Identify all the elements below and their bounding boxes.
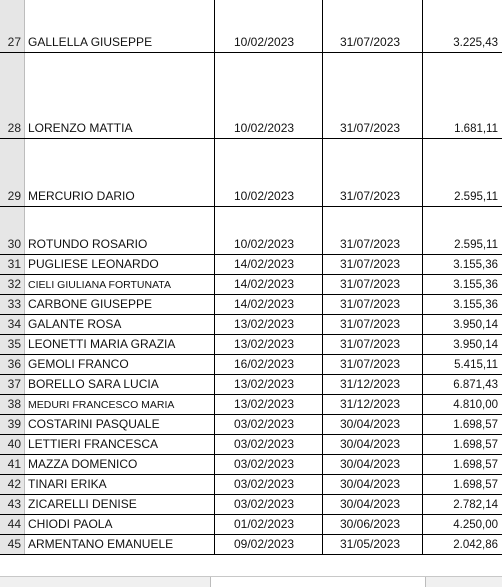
row-header[interactable] (0, 495, 25, 514)
cell-name-value: GALANTE ROSA (28, 317, 122, 331)
cell-end-date[interactable] (322, 515, 423, 534)
cell-start-date[interactable] (214, 455, 323, 474)
cell-name[interactable] (25, 495, 215, 514)
cell-end-date[interactable] (322, 355, 423, 374)
cell-end-date-value: 31/07/2023 (340, 317, 401, 331)
cell-name-value: TINARI ERIKA (28, 477, 107, 491)
cell-amount-value: 2.595,11 (454, 239, 498, 251)
row-number: 43 (7, 497, 21, 511)
cell-amount-value: 1.698,57 (453, 439, 498, 451)
cell-name-value: ROTUNDO ROSARIO (28, 237, 148, 251)
cell-start-date-value: 09/02/2023 (234, 537, 295, 551)
table-row[interactable] (0, 415, 502, 435)
row-header[interactable] (0, 255, 25, 274)
table-row[interactable] (0, 355, 502, 375)
cell-name[interactable] (25, 395, 215, 414)
cell-end-date-value: 30/06/2023 (340, 517, 401, 531)
cell-start-date-value: 13/02/2023 (234, 377, 295, 391)
cell-name-value: CARBONE GIUSEPPE (28, 297, 153, 311)
cell-amount-value: 5.415,11 (454, 359, 498, 371)
cell-start-date-value: 14/02/2023 (234, 297, 295, 311)
cell-name-value: COSTARINI PASQUALE (28, 417, 160, 431)
cell-amount-value: 1.681,11 (454, 123, 498, 135)
cell-start-date[interactable] (214, 0, 323, 33)
cell-amount[interactable] (422, 535, 502, 554)
cell-name-value: MEDURI FRANCESCO MARIA (28, 399, 175, 411)
cell-amount-value: 3.950,14 (453, 339, 498, 351)
table-row[interactable] (0, 455, 502, 475)
cell-name-value: GEMOLI FRANCO (28, 357, 129, 371)
row-header[interactable] (0, 535, 25, 554)
cell-end-date[interactable] (322, 435, 423, 454)
cell-start-date[interactable] (214, 335, 323, 354)
cell-name[interactable] (25, 33, 215, 52)
cell-start-date-value: 03/02/2023 (234, 417, 295, 431)
cell-end-date-value: 30/04/2023 (340, 417, 401, 431)
table-row[interactable] (0, 395, 502, 415)
cell-end-date-value: 31/12/2023 (340, 377, 401, 391)
cell-start-date[interactable] (214, 495, 323, 514)
cell-start-date[interactable] (214, 295, 323, 314)
cell-name-value: MERCURIO DARIO (28, 189, 135, 203)
row-number: 27 (7, 35, 21, 49)
cell-name-value: GALLELLA GIUSEPPE (28, 35, 153, 49)
cell-start-date-value: 03/02/2023 (234, 477, 295, 491)
cell-end-date-value: 30/04/2023 (340, 437, 401, 451)
cell-amount[interactable] (422, 335, 502, 354)
cell-amount[interactable] (422, 315, 502, 334)
cell-name-value: LETTIERI FRANCESCA (28, 437, 159, 451)
cell-end-date[interactable] (322, 335, 423, 354)
cell-start-date[interactable] (214, 475, 323, 494)
cell-amount[interactable] (422, 495, 502, 514)
cell-amount[interactable] (422, 355, 502, 374)
row-header[interactable] (0, 275, 25, 294)
cell-name-value: MAZZA DOMENICO (28, 457, 138, 471)
cell-start-date-value: 16/02/2023 (234, 357, 295, 371)
cell-amount-value: 6.871,43 (453, 379, 498, 391)
row-header[interactable] (0, 475, 25, 494)
cell-name-value: LORENZO MATTIA (28, 121, 133, 135)
cell-end-date-value: 31/07/2023 (340, 357, 401, 371)
row-number: 37 (7, 377, 21, 391)
cell-amount[interactable] (422, 415, 502, 434)
row-number: 35 (7, 337, 21, 351)
row-header[interactable] (0, 515, 25, 534)
cell-end-date-value: 31/05/2023 (340, 537, 401, 551)
table-row-partial[interactable] (0, 0, 502, 33)
cell-amount[interactable] (422, 33, 502, 52)
row-header[interactable] (0, 355, 25, 374)
cell-end-date[interactable] (322, 0, 423, 33)
cell-end-date-value: 31/07/2023 (340, 297, 401, 311)
cell-start-date-value: 10/02/2023 (234, 189, 295, 203)
table-row[interactable] (0, 475, 502, 495)
cell-start-date[interactable] (214, 33, 323, 52)
cell-name[interactable] (25, 475, 215, 494)
row-number: 33 (7, 297, 21, 311)
cell-end-date[interactable] (322, 295, 423, 314)
cell-start-date[interactable] (214, 139, 323, 206)
row-number: 28 (7, 121, 21, 135)
row-number: 34 (7, 317, 21, 331)
cell-start-date-value: 01/02/2023 (234, 517, 295, 531)
sheet-tab-bar (0, 576, 502, 587)
cell-amount-value: 2.595,11 (454, 191, 498, 203)
row-header[interactable] (0, 375, 25, 394)
cell-start-date[interactable] (214, 207, 323, 254)
cell-end-date[interactable] (322, 275, 423, 294)
cell-start-date[interactable] (214, 435, 323, 454)
cell-amount[interactable] (422, 455, 502, 474)
cell-start-date-value: 10/02/2023 (234, 121, 295, 135)
table-row[interactable] (0, 535, 502, 555)
cell-start-date-value: 03/02/2023 (234, 437, 295, 451)
cell-end-date-value: 31/07/2023 (340, 35, 401, 49)
table-row[interactable] (0, 275, 502, 295)
cell-amount[interactable] (422, 295, 502, 314)
cell-start-date-value: 14/02/2023 (234, 257, 295, 271)
row-number: 36 (7, 357, 21, 371)
cell-end-date-value: 30/04/2023 (340, 497, 401, 511)
row-number: 40 (7, 437, 21, 451)
cell-start-date[interactable] (214, 315, 323, 334)
cell-end-date-value: 31/07/2023 (340, 277, 401, 291)
row-number: 44 (7, 517, 21, 531)
cell-name[interactable] (25, 255, 215, 274)
cell-end-date-value: 31/12/2023 (340, 397, 401, 411)
cell-amount-value: 1.698,57 (453, 419, 498, 431)
row-header[interactable] (0, 455, 25, 474)
cell-start-date-value: 10/02/2023 (234, 237, 295, 251)
cell-start-date-value: 10/02/2023 (234, 35, 295, 49)
cell-end-date[interactable] (322, 495, 423, 514)
cell-amount-value: 3.155,36 (453, 299, 498, 311)
cell-start-date[interactable] (214, 395, 323, 414)
row-header[interactable] (0, 139, 25, 206)
cell-amount[interactable] (422, 515, 502, 534)
cell-start-date[interactable] (214, 415, 323, 434)
table-row[interactable] (0, 255, 502, 275)
cell-start-date-value: 03/02/2023 (234, 497, 295, 511)
table-row[interactable] (0, 53, 502, 139)
cell-end-date-value: 31/07/2023 (340, 237, 401, 251)
cell-amount[interactable] (422, 0, 502, 33)
cell-start-date-value: 13/02/2023 (234, 397, 295, 411)
cell-start-date-value: 13/02/2023 (234, 337, 295, 351)
row-number: 29 (7, 189, 21, 203)
row-header[interactable] (0, 415, 25, 434)
cell-start-date[interactable] (214, 53, 323, 138)
cell-end-date[interactable] (322, 395, 423, 414)
row-header[interactable] (0, 315, 25, 334)
cell-start-date[interactable] (214, 275, 323, 294)
cell-name-value: CIELI GIULIANA FORTUNATA (28, 279, 171, 291)
table-row[interactable] (0, 295, 502, 315)
cell-name[interactable] (25, 207, 215, 254)
row-number: 39 (7, 417, 21, 431)
row-number: 41 (7, 457, 21, 471)
cell-start-date[interactable] (214, 535, 323, 554)
cell-amount[interactable] (422, 139, 502, 206)
cell-end-date[interactable] (322, 33, 423, 52)
cell-name[interactable] (25, 315, 215, 334)
row-header[interactable] (0, 335, 25, 354)
cell-name[interactable] (25, 335, 215, 354)
cell-end-date[interactable] (322, 53, 423, 138)
cell-name[interactable] (25, 295, 215, 314)
cell-amount-value: 1.698,57 (453, 479, 498, 491)
cell-end-date[interactable] (322, 207, 423, 254)
cell-amount-value: 3.155,36 (453, 279, 498, 291)
cell-amount[interactable] (422, 53, 502, 138)
table-row[interactable] (0, 435, 502, 455)
row-header[interactable] (0, 207, 25, 254)
cell-end-date[interactable] (322, 455, 423, 474)
cell-end-date[interactable] (322, 375, 423, 394)
cell-start-date-value: 03/02/2023 (234, 457, 295, 471)
table-row[interactable] (0, 33, 502, 53)
cell-start-date[interactable] (214, 355, 323, 374)
row-number: 32 (7, 277, 21, 291)
row-header[interactable] (0, 0, 25, 33)
table-row[interactable] (0, 375, 502, 395)
cell-name[interactable] (25, 355, 215, 374)
cell-name-value: CHIODI PAOLA (28, 517, 113, 531)
cell-amount[interactable] (422, 435, 502, 454)
cell-end-date-value: 31/07/2023 (340, 121, 401, 135)
cell-name[interactable] (25, 0, 215, 33)
cell-amount[interactable] (422, 375, 502, 394)
cell-end-date-value: 31/07/2023 (340, 257, 401, 271)
table-row[interactable] (0, 495, 502, 515)
cell-name[interactable] (25, 53, 215, 138)
cell-end-date-value: 31/07/2023 (340, 189, 401, 203)
row-number: 30 (7, 237, 21, 251)
table-row[interactable] (0, 139, 502, 207)
cell-name[interactable] (25, 435, 215, 454)
table-row[interactable] (0, 515, 502, 535)
cell-name[interactable] (25, 415, 215, 434)
cell-end-date[interactable] (322, 255, 423, 274)
cell-start-date[interactable] (214, 375, 323, 394)
cell-amount[interactable] (422, 255, 502, 274)
table-row[interactable] (0, 335, 502, 355)
cell-name-value: ARMENTANO EMANUELE (28, 537, 174, 551)
cell-amount-value: 2.782,14 (453, 499, 498, 511)
cell-start-date[interactable] (214, 255, 323, 274)
cell-name[interactable] (25, 515, 215, 534)
cell-name[interactable] (25, 455, 215, 474)
cell-amount-value: 4.810,00 (453, 399, 498, 411)
row-header[interactable] (0, 435, 25, 454)
table-row[interactable] (0, 207, 502, 255)
cell-end-date-value: 30/04/2023 (340, 457, 401, 471)
cell-name-value: LEONETTI MARIA GRAZIA (28, 337, 176, 351)
cell-amount[interactable] (422, 475, 502, 494)
cell-end-date[interactable] (322, 139, 423, 206)
cell-start-date-value: 13/02/2023 (234, 317, 295, 331)
row-number: 31 (7, 257, 21, 271)
cell-amount[interactable] (422, 395, 502, 414)
row-header[interactable] (0, 295, 25, 314)
cell-start-date[interactable] (214, 515, 323, 534)
cell-end-date-value: 30/04/2023 (340, 477, 401, 491)
cell-name[interactable] (25, 275, 215, 294)
cell-amount-value: 4.250,00 (453, 519, 498, 531)
cell-amount-value: 3.155,36 (453, 259, 498, 271)
cell-name-value: BORELLO SARA LUCIA (28, 377, 159, 391)
cell-end-date-value: 31/07/2023 (340, 337, 401, 351)
row-number: 42 (7, 477, 21, 491)
cell-amount[interactable] (422, 275, 502, 294)
cell-end-date[interactable] (322, 475, 423, 494)
cell-amount[interactable] (422, 207, 502, 254)
cell-name-value: PUGLIESE LEONARDO (28, 257, 159, 271)
row-number: 38 (7, 397, 21, 411)
row-header[interactable] (0, 33, 25, 52)
cell-end-date[interactable] (322, 535, 423, 554)
cell-name[interactable] (25, 535, 215, 554)
cell-amount-value: 2.042,86 (453, 539, 498, 551)
cell-start-date-value: 14/02/2023 (234, 277, 295, 291)
cell-end-date[interactable] (322, 315, 423, 334)
cell-amount-value: 1.698,57 (453, 459, 498, 471)
row-header[interactable] (0, 395, 25, 414)
cell-amount-value: 3.225,43 (453, 37, 498, 49)
cell-amount-value: 3.950,14 (453, 319, 498, 331)
cell-name[interactable] (25, 139, 215, 206)
cell-end-date[interactable] (322, 415, 423, 434)
row-header[interactable] (0, 53, 25, 138)
cell-name[interactable] (25, 375, 215, 394)
cell-name-value: ZICARELLI DENISE (28, 497, 137, 511)
table-row[interactable] (0, 315, 502, 335)
row-number: 45 (7, 537, 21, 551)
